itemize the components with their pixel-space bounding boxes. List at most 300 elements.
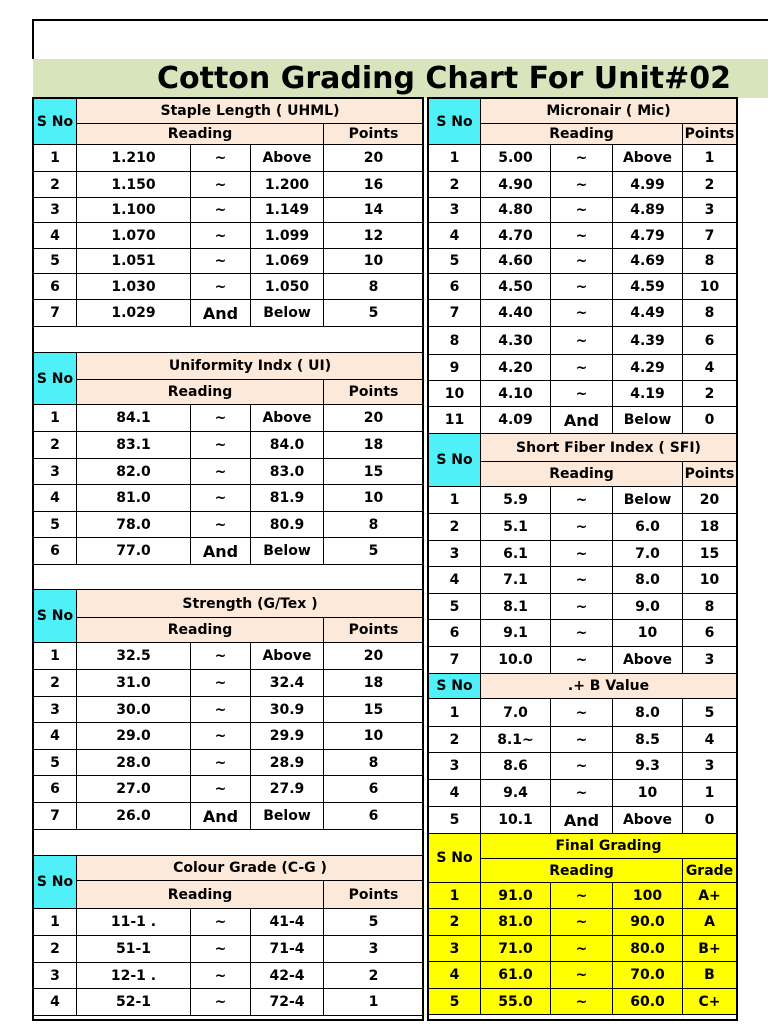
sfi-reading-to-cell: 8.0 [613,567,683,594]
micronair-sno-cell: 9 [429,355,481,381]
sfi-sno-cell: 2 [429,514,481,541]
staple-separator-cell: ~ [191,249,251,274]
staple-separator-cell: ~ [191,274,251,300]
staple-reading-from-cell: 1.070 [77,223,191,249]
uniformity-reading-from-cell: 83.1 [77,432,191,459]
strength-reading-from-cell: 26.0 [77,803,191,830]
staple-points-cell: 5 [324,300,424,327]
uniformity-data-row [34,512,424,538]
strength-sno-cell: 5 [34,750,77,776]
staple-points-cell: 16 [324,172,424,198]
bvalue-separator-cell: ~ [551,727,613,753]
colour-data-row [34,936,424,963]
colour-points-cell: 5 [324,909,424,936]
sfi-separator-cell: ~ [551,514,613,541]
micronair-reading-to-cell: 4.19 [613,381,683,407]
staple-reading-to-cell: Above [251,145,324,172]
left-spacer-1 [34,327,424,353]
strength-data-row [34,776,424,803]
final-reading-from-cell: 61.0 [481,962,551,989]
micronair-points-cell: 6 [683,327,737,355]
uniformity-separator-cell: And [191,538,251,565]
final-grade-cell: C+ [683,989,737,1015]
staple-points-cell: 20 [324,145,424,172]
staple-reading-to-cell: 1.149 [251,198,324,223]
final-sno-cell: 5 [429,989,481,1015]
staple-sno-cell: 3 [34,198,77,223]
left-spacer-2-cell [34,565,424,590]
sfi-separator-cell: ~ [551,567,613,594]
staple-reading-to-cell: 1.069 [251,249,324,274]
strength-section-title: Strength (G/Tex ) [77,590,424,618]
colour-reading-to-cell: 72-4 [251,989,324,1016]
strength-data-row [34,697,424,723]
micronair-points-cell: 8 [683,249,737,274]
micronair-sno-cell: 8 [429,327,481,355]
micronair-reading-to-cell: 4.49 [613,300,683,327]
micronair-reading-from-cell: 4.09 [481,407,551,434]
staple-points-cell: 10 [324,249,424,274]
bvalue-reading-to-cell: Above [613,807,683,834]
uniformity-reading-to-cell: 81.9 [251,485,324,512]
colour-reading-to-cell: 41-4 [251,909,324,936]
micronair-reading-header: Reading [481,124,683,145]
bvalue-data-row [429,727,737,753]
sfi-points-cell: 8 [683,594,737,620]
sfi-separator-cell: ~ [551,620,613,647]
strength-reading-to-cell: Above [251,643,324,670]
colour-points-cell: 3 [324,936,424,963]
bvalue-reading-to-cell: 8.5 [613,727,683,753]
staple-sno-cell: 7 [34,300,77,327]
strength-separator-cell: ~ [191,670,251,697]
micronair-sno-cell: 7 [429,300,481,327]
sfi-reading-header: Reading [481,462,683,487]
micronair-separator-cell: ~ [551,327,613,355]
sfi-sno-cell: 1 [429,487,481,514]
staple-reading-from-cell: 1.029 [77,300,191,327]
uniformity-reading-to-cell: Above [251,405,324,432]
staple-sno-cell: 4 [34,223,77,249]
micronair-separator-cell: ~ [551,145,613,172]
strength-sno-header: S No [34,590,77,643]
left-spacer-3 [34,830,424,856]
micronair-data-row [429,407,737,434]
uniformity-sno-cell: 3 [34,459,77,485]
sfi-reading-to-cell: Below [613,487,683,514]
strength-separator-cell: ~ [191,750,251,776]
final-reading-from-cell: 91.0 [481,883,551,909]
final-grade-cell: A+ [683,883,737,909]
uniformity-separator-cell: ~ [191,512,251,538]
micronair-sno-header: S No [429,99,481,145]
final-grade-header: Grade [683,859,737,883]
uniformity-sno-header: S No [34,353,77,405]
micronair-separator-cell: And [551,407,613,434]
bvalue-reading-from-cell: 8.6 [481,753,551,780]
staple-data-row [34,300,424,327]
staple-data-row [34,274,424,300]
sfi-points-cell: 20 [683,487,737,514]
final-data-row [429,989,737,1015]
strength-points-cell: 10 [324,723,424,750]
uniformity-points-cell: 15 [324,459,424,485]
micronair-separator-cell: ~ [551,223,613,249]
right-grading-table [428,98,737,1015]
staple-data-row [34,172,424,198]
uniformity-reading-to-cell: 84.0 [251,432,324,459]
colour-data-row [34,989,424,1016]
strength-separator-cell: And [191,803,251,830]
final-sno-header: S No [429,834,481,883]
final-data-row [429,909,737,936]
sfi-sno-cell: 7 [429,647,481,674]
colour-separator-cell: ~ [191,989,251,1016]
micronair-sno-cell: 3 [429,198,481,223]
staple-reading-from-cell: 1.150 [77,172,191,198]
sfi-points-cell: 15 [683,541,737,567]
micronair-points-cell: 1 [683,145,737,172]
final-sno-cell: 1 [429,883,481,909]
page-title: Cotton Grading Chart For Unit#02 [157,61,731,96]
micronair-data-row [429,249,737,274]
colour-separator-cell: ~ [191,963,251,989]
micronair-reading-from-cell: 5.00 [481,145,551,172]
final-title-row [429,834,737,859]
micronair-sno-cell: 4 [429,223,481,249]
left-spacer-1-cell [34,327,424,353]
micronair-separator-cell: ~ [551,300,613,327]
micronair-data-row [429,145,737,172]
sfi-sno-header: S No [429,434,481,487]
colour-sno-cell: 4 [34,989,77,1016]
sfi-reading-from-cell: 6.1 [481,541,551,567]
left-spacer-3-cell [34,830,424,856]
strength-reading-to-cell: 32.4 [251,670,324,697]
final-data-row [429,883,737,909]
micronair-points-header: Points [683,124,737,145]
strength-reading-to-cell: 27.9 [251,776,324,803]
sfi-sno-cell: 3 [429,541,481,567]
sfi-points-header: Points [683,462,737,487]
sfi-data-row [429,567,737,594]
strength-sno-cell: 7 [34,803,77,830]
micronair-reading-to-cell: 4.39 [613,327,683,355]
sfi-reading-from-cell: 7.1 [481,567,551,594]
staple-reading-to-cell: 1.200 [251,172,324,198]
strength-points-cell: 8 [324,750,424,776]
colour-header-row [34,881,424,909]
strength-points-header: Points [324,618,424,643]
bvalue-reading-to-cell: 9.3 [613,753,683,780]
sfi-reading-from-cell: 5.9 [481,487,551,514]
micronair-reading-from-cell: 4.90 [481,172,551,198]
staple-reading-from-cell: 1.210 [77,145,191,172]
sfi-separator-cell: ~ [551,541,613,567]
strength-points-cell: 6 [324,776,424,803]
uniformity-section-title: Uniformity Indx ( UI) [77,353,424,380]
micronair-data-row [429,172,737,198]
strength-reading-from-cell: 31.0 [77,670,191,697]
uniformity-separator-cell: ~ [191,405,251,432]
final-reading-to-cell: 60.0 [613,989,683,1015]
strength-data-row [34,803,424,830]
micronair-data-row [429,327,737,355]
strength-sno-cell: 4 [34,723,77,750]
strength-data-row [34,750,424,776]
staple-section-title: Staple Length ( UHML) [77,99,424,124]
micronair-data-row [429,274,737,300]
micronair-separator-cell: ~ [551,355,613,381]
micronair-data-row [429,381,737,407]
bvalue-reading-to-cell: 10 [613,780,683,807]
final-reading-from-cell: 55.0 [481,989,551,1015]
bvalue-sno-cell: 3 [429,753,481,780]
colour-points-header: Points [324,881,424,909]
uniformity-data-row [34,405,424,432]
strength-data-row [34,670,424,697]
sfi-sno-cell: 4 [429,567,481,594]
bvalue-title-row [429,674,737,699]
uniformity-reading-from-cell: 81.0 [77,485,191,512]
final-grade-cell: A [683,909,737,936]
final-grade-cell: B [683,962,737,989]
uniformity-sno-cell: 4 [34,485,77,512]
staple-data-row [34,145,424,172]
uniformity-reading-from-cell: 84.1 [77,405,191,432]
final-reading-from-cell: 71.0 [481,936,551,962]
micronair-data-row [429,223,737,249]
final-reading-to-cell: 80.0 [613,936,683,962]
colour-reading-header: Reading [77,881,324,909]
uniformity-points-cell: 10 [324,485,424,512]
sfi-reading-from-cell: 5.1 [481,514,551,541]
staple-points-cell: 14 [324,198,424,223]
sfi-reading-to-cell: 9.0 [613,594,683,620]
micronair-points-cell: 8 [683,300,737,327]
colour-data-row [34,963,424,989]
colour-reading-from-cell: 51-1 [77,936,191,963]
staple-points-cell: 8 [324,274,424,300]
strength-separator-cell: ~ [191,776,251,803]
uniformity-reading-header: Reading [77,380,324,405]
left-grading-table [33,98,424,1016]
micronair-points-cell: 7 [683,223,737,249]
sfi-data-row [429,487,737,514]
colour-sno-header: S No [34,856,77,909]
strength-reading-from-cell: 29.0 [77,723,191,750]
bvalue-data-row [429,699,737,727]
strength-data-row [34,643,424,670]
sfi-separator-cell: ~ [551,647,613,674]
final-reading-to-cell: 70.0 [613,962,683,989]
micronair-data-row [429,355,737,381]
micronair-reading-to-cell: 4.89 [613,198,683,223]
micronair-reading-to-cell: 4.99 [613,172,683,198]
sfi-separator-cell: ~ [551,487,613,514]
sfi-points-cell: 10 [683,567,737,594]
title-band [33,59,768,98]
bvalue-separator-cell: ~ [551,699,613,727]
colour-separator-cell: ~ [191,909,251,936]
staple-separator-cell: And [191,300,251,327]
micronair-points-cell: 0 [683,407,737,434]
bvalue-data-row [429,780,737,807]
staple-data-row [34,249,424,274]
final-reading-header: Reading [481,859,683,883]
colour-reading-from-cell: 12-1 . [77,963,191,989]
sfi-section-title: Short Fiber Index ( SFI) [481,434,737,462]
micronair-title-row [429,99,737,124]
strength-title-row [34,590,424,618]
strength-sno-cell: 1 [34,643,77,670]
bvalue-sno-cell: 4 [429,780,481,807]
micronair-reading-to-cell: Above [613,145,683,172]
sfi-reading-to-cell: Above [613,647,683,674]
uniformity-reading-to-cell: Below [251,538,324,565]
uniformity-reading-from-cell: 82.0 [77,459,191,485]
staple-sno-cell: 5 [34,249,77,274]
uniformity-points-cell: 18 [324,432,424,459]
bvalue-reading-from-cell: 7.0 [481,699,551,727]
sfi-data-row [429,514,737,541]
sfi-points-cell: 3 [683,647,737,674]
final-section-title: Final Grading [481,834,737,859]
sfi-data-row [429,620,737,647]
uniformity-points-cell: 5 [324,538,424,565]
micronair-reading-from-cell: 4.60 [481,249,551,274]
final-sno-cell: 3 [429,936,481,962]
uniformity-title-row [34,353,424,380]
final-separator-cell: ~ [551,883,613,909]
strength-reading-from-cell: 32.5 [77,643,191,670]
sfi-sno-cell: 5 [429,594,481,620]
micronair-section-title: Micronair ( Mic) [481,99,737,124]
bvalue-data-row [429,753,737,780]
staple-sno-cell: 6 [34,274,77,300]
micronair-points-cell: 4 [683,355,737,381]
bvalue-separator-cell: And [551,807,613,834]
sfi-data-row [429,647,737,674]
staple-reading-to-cell: 1.099 [251,223,324,249]
uniformity-points-cell: 8 [324,512,424,538]
strength-separator-cell: ~ [191,723,251,750]
final-separator-cell: ~ [551,989,613,1015]
strength-points-cell: 18 [324,670,424,697]
micronair-points-cell: 2 [683,172,737,198]
micronair-sno-cell: 5 [429,249,481,274]
strength-separator-cell: ~ [191,643,251,670]
sfi-reading-to-cell: 10 [613,620,683,647]
colour-sno-cell: 3 [34,963,77,989]
colour-points-cell: 1 [324,989,424,1016]
uniformity-separator-cell: ~ [191,432,251,459]
micronair-reading-from-cell: 4.50 [481,274,551,300]
colour-separator-cell: ~ [191,936,251,963]
sfi-data-row [429,541,737,567]
final-sno-cell: 4 [429,962,481,989]
micronair-reading-from-cell: 4.20 [481,355,551,381]
micronair-sno-cell: 2 [429,172,481,198]
colour-section-title: Colour Grade (C-G ) [77,856,424,881]
staple-sno-header: S No [34,99,77,145]
micronair-reading-to-cell: 4.59 [613,274,683,300]
staple-title-row [34,99,424,124]
micronair-separator-cell: ~ [551,172,613,198]
bvalue-sno-header: S No [429,674,481,699]
staple-separator-cell: ~ [191,198,251,223]
strength-reading-from-cell: 28.0 [77,750,191,776]
strength-reading-to-cell: 28.9 [251,750,324,776]
final-separator-cell: ~ [551,909,613,936]
strength-reading-from-cell: 30.0 [77,697,191,723]
strength-data-row [34,723,424,750]
micronair-reading-from-cell: 4.70 [481,223,551,249]
bvalue-data-row [429,807,737,834]
micronair-points-cell: 3 [683,198,737,223]
sfi-reading-from-cell: 8.1 [481,594,551,620]
colour-sno-cell: 1 [34,909,77,936]
micronair-sno-cell: 6 [429,274,481,300]
bvalue-points-cell: 4 [683,727,737,753]
staple-separator-cell: ~ [191,223,251,249]
micronair-separator-cell: ~ [551,249,613,274]
colour-sno-cell: 2 [34,936,77,963]
micronair-separator-cell: ~ [551,381,613,407]
sfi-reading-from-cell: 10.0 [481,647,551,674]
staple-points-cell: 12 [324,223,424,249]
micronair-data-row [429,300,737,327]
strength-sno-cell: 6 [34,776,77,803]
final-separator-cell: ~ [551,936,613,962]
staple-sno-cell: 1 [34,145,77,172]
strength-reading-to-cell: Below [251,803,324,830]
strength-points-cell: 15 [324,697,424,723]
sfi-reading-to-cell: 6.0 [613,514,683,541]
sfi-reading-to-cell: 7.0 [613,541,683,567]
uniformity-sno-cell: 2 [34,432,77,459]
staple-separator-cell: ~ [191,145,251,172]
micronair-reading-from-cell: 4.30 [481,327,551,355]
bvalue-separator-cell: ~ [551,753,613,780]
sheet-top-border [32,19,768,59]
bvalue-points-cell: 5 [683,699,737,727]
final-reading-to-cell: 100 [613,883,683,909]
staple-sno-cell: 2 [34,172,77,198]
staple-reading-to-cell: Below [251,300,324,327]
staple-separator-cell: ~ [191,172,251,198]
bvalue-points-cell: 3 [683,753,737,780]
strength-reading-header: Reading [77,618,324,643]
staple-data-row [34,223,424,249]
micronair-reading-from-cell: 4.10 [481,381,551,407]
staple-reading-from-cell: 1.100 [77,198,191,223]
left-spacer-2 [34,565,424,590]
bvalue-section-title: .+ B Value [481,674,737,699]
final-reading-to-cell: 90.0 [613,909,683,936]
micronair-sno-cell: 10 [429,381,481,407]
colour-points-cell: 2 [324,963,424,989]
bvalue-points-cell: 0 [683,807,737,834]
bvalue-reading-from-cell: 10.1 [481,807,551,834]
sfi-sno-cell: 6 [429,620,481,647]
final-reading-from-cell: 81.0 [481,909,551,936]
micronair-data-row [429,198,737,223]
bvalue-separator-cell: ~ [551,780,613,807]
strength-reading-from-cell: 27.0 [77,776,191,803]
micronair-points-cell: 10 [683,274,737,300]
staple-header-row [34,124,424,145]
